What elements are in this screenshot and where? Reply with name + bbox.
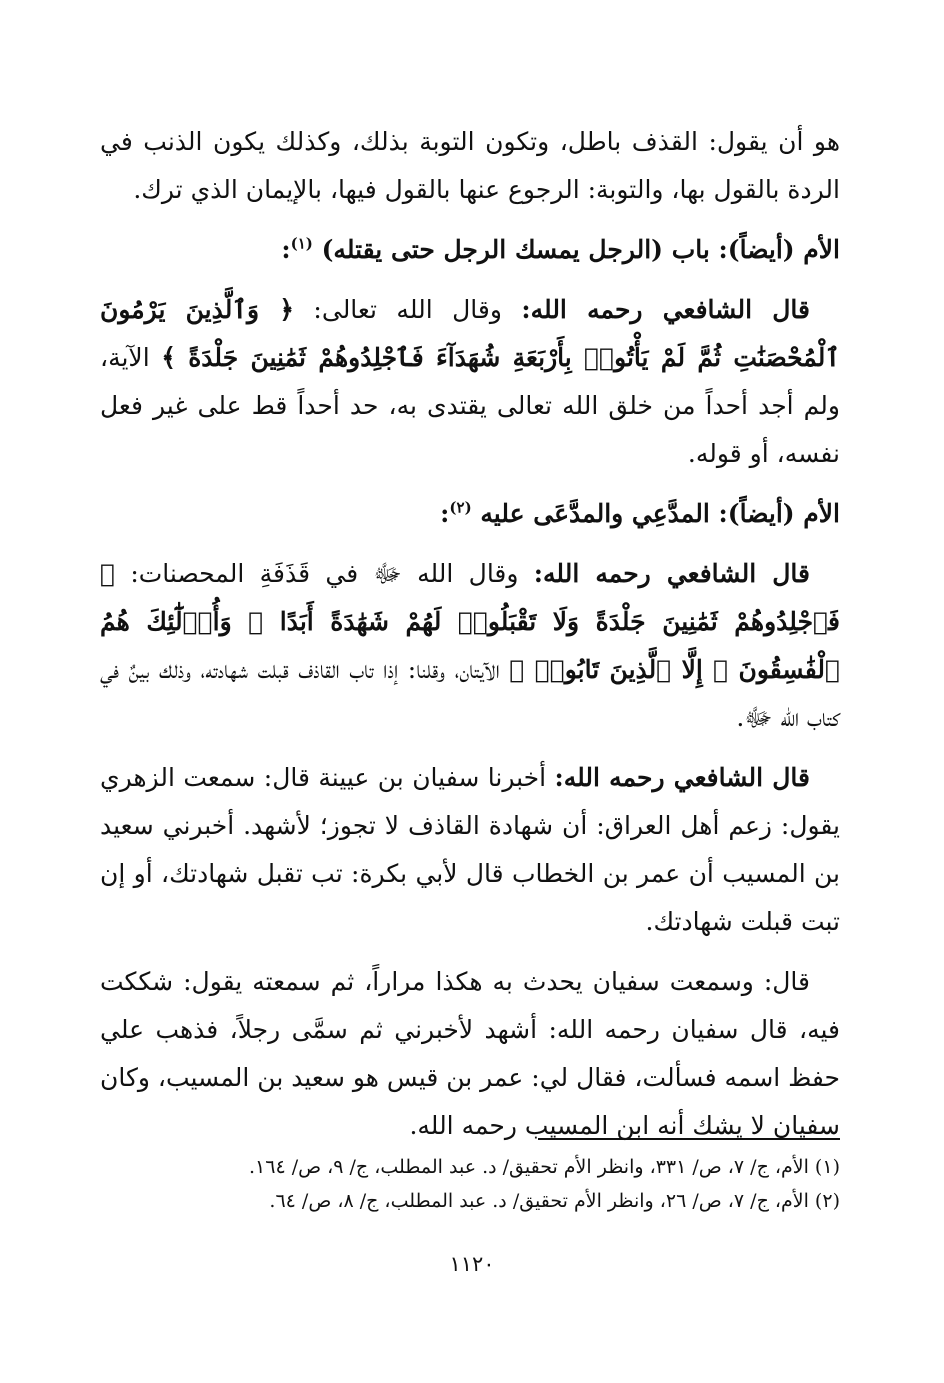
footnote-ref-2: (٢) bbox=[449, 498, 472, 517]
footnotes bbox=[130, 1150, 840, 1218]
section-heading-1 bbox=[100, 226, 840, 274]
heading-1-colon: : bbox=[281, 235, 291, 264]
paragraph-3 bbox=[100, 550, 840, 742]
paragraph-5: قال: وسمعت سفيان يحدث به هكذا مراراً، ثم سمعته يقول: شككت فيه، قال سفيان رحمه الله: أشهد لأخبرني ثم سمَّى رجلاً، فذهب علي حفظ اسمه فسألت، فقال لي: عمر بن قيس هو سعيد بن المسيب، وكان سفيان لا يشك أنه ابن المسيب رحمه الله. bbox=[99, 967, 840, 1140]
speaker-label: قال الشافعي رحمه الله: bbox=[554, 763, 811, 792]
section-heading-2 bbox=[100, 490, 840, 538]
footnote-1: (١) الأم، ج/ ٧، ص/ ٣٣١، وانظر الأم تحقيق/ د. عبد المطلب، ج/ ٩، ص/ ١٦٤. bbox=[249, 1156, 840, 1178]
paragraph-2-rest: الآية، ولم أجد أحداً من خلق الله تعالى يقتدى به، حد أحداً قط على غير فعل نفسه، أو قوله. bbox=[100, 343, 840, 468]
footnote-separator bbox=[538, 1138, 840, 1140]
heading-2-text: الأم (أيضاً): المدَّعِي والمدَّعَى عليه bbox=[480, 499, 840, 528]
speaker-label: قال الشافعي رحمه الله: bbox=[533, 559, 810, 588]
paragraph-3-intro: وقال الله ﷻ في قَذَفَةِ المحصنات: bbox=[115, 559, 534, 588]
page-number: ١١٢٠ bbox=[449, 1252, 495, 1276]
main-text bbox=[100, 118, 840, 1162]
paragraph-1: هو أن يقول: القذف باطل، وتكون التوبة بذلك، وكذلك يكون الذنب في الردة بالقول بها، والتوبة: الرجوع عنها بالقول فيها، بالإيمان الذي ترك. bbox=[100, 127, 840, 204]
paragraph-2-intro: وقال الله تعالى: bbox=[293, 295, 522, 324]
paragraph-2 bbox=[100, 286, 840, 478]
quran-verse: ﴿ وَٱلَّذِينَ يَرْمُونَ ٱلْمُحْصَنَٰتِ ثُمَّ لَمْ يَأْتُوا۟ بِأَرْبَعَةِ شُهَدَآءَ فَٱجْلِدُوهُمْ ثَمَٰنِينَ جَلْدَةً ﴾ bbox=[100, 295, 840, 372]
heading-1-text: الأم (أيضاً): باب (الرجل يمسك الرجل حتى يقتله) bbox=[321, 235, 840, 264]
heading-2-colon: : bbox=[440, 499, 450, 528]
footnote-2: (٢) الأم، ج/ ٧، ص/ ٢٦، وانظر الأم تحقيق/ د. عبد المطلب، ج/ ٨، ص/ ٦٤. bbox=[269, 1190, 840, 1212]
quran-verse: ﴿ فَٱجْلِدُوهُمْ ثَمَٰنِينَ جَلْدَةً وَلَا تَقْبَلُوا۟ لَهُمْ شَهَٰدَةً أَبَدًا ۚ وَأُو۟لَٰٓئِكَ هُمُ ٱلْفَٰسِقُونَ ۞ إِلَّا ٱلَّذِينَ تَابُوا۟ ﴾ bbox=[100, 559, 840, 684]
footnote-ref-1: (١) bbox=[290, 234, 313, 253]
paragraph-4 bbox=[100, 754, 840, 946]
paragraph-4-text: أخبرنا سفيان بن عيينة قال: سمعت الزهري يقول: زعم أهل العراق: أن شهادة القاذف لا تجوز؛ لأشهد. أخبرني سعيد بن المسيب أن عمر بن الخطاب قال لأبي بكرة: تب تقبل شهادتك، أو إن تبت قبلت شهادتك. bbox=[100, 763, 840, 936]
speaker-label: قال الشافعي رحمه الله: bbox=[521, 295, 810, 324]
paragraph-3-rest: الآيتان، وقلنا: إذا تاب القاذف قبلت شهادته، وذلك بينٌ في كتاب الله ﷻ. bbox=[100, 655, 840, 732]
